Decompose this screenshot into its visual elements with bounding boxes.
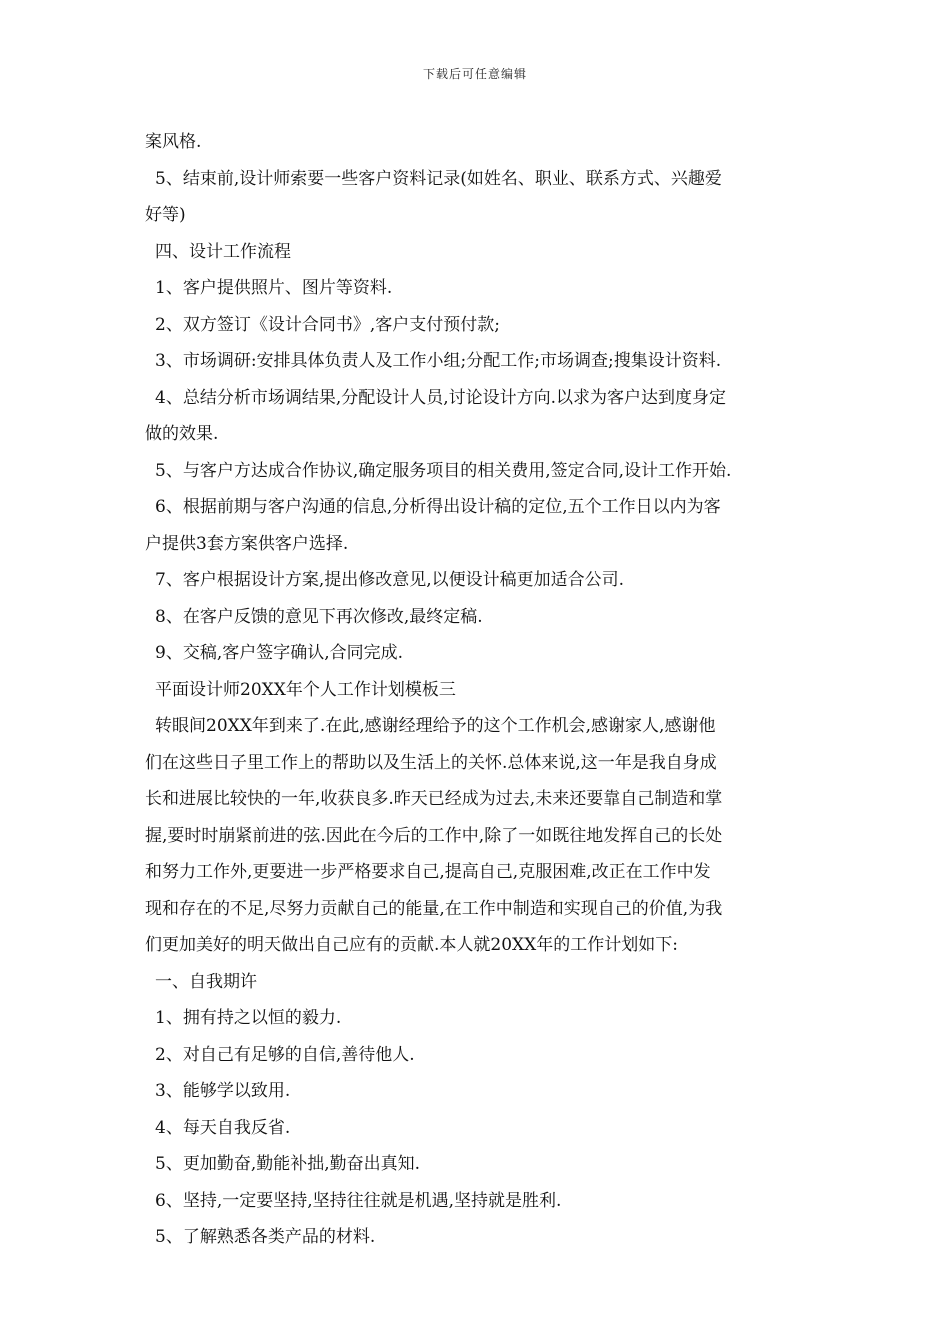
text-line: 3、市场调研:安排具体负责人及工作小组;分配工作;市场调查;搜集设计资料. (155, 351, 722, 371)
text-line: 现和存在的不足,尽努力贡献自己的能量,在工作中制造和实现自己的价值,为我 (145, 898, 723, 919)
text-line: 们更加美好的明天做出自己应有的贡献.本人就20XX年的工作计划如下: (145, 935, 678, 955)
text-line: 案风格. (145, 132, 202, 152)
text-line: 8、在客户反馈的意见下再次修改,最终定稿. (155, 606, 483, 627)
text-line: 1、拥有持之以恒的毅力. (155, 1008, 342, 1028)
text-line: 转眼间20XX年到来了.在此,感谢经理给予的这个工作机会,感谢家人,感谢他 (155, 716, 716, 736)
text-line: 2、对自己有足够的自信,善待他人. (155, 1044, 415, 1065)
text-line: 们在这些日子里工作上的帮助以及生活上的关怀.总体来说,这一年是我自身成 (145, 752, 717, 773)
text-line: 5、更加勤奋,勤能补拙,勤奋出真知. (155, 1154, 421, 1174)
text-line: 长和进展比较快的一年,收获良多.昨天已经成为过去,未来还要靠自己制造和掌 (145, 789, 723, 809)
text-line: 6、根据前期与客户沟通的信息,分析得出设计稿的定位,五个工作日以内为客 (155, 497, 721, 517)
text-line: 7、客户根据设计方案,提出修改意见,以便设计稿更加适合公司. (155, 570, 625, 590)
text-line: 平面设计师20XX年个人工作计划模板三 (155, 679, 456, 700)
text-line: 4、每天自我反省. (155, 1117, 291, 1138)
text-line: 一、自我期许 (155, 971, 257, 992)
text-line: 好等) (145, 205, 186, 225)
page-header: 下载后可任意编辑 (422, 67, 527, 81)
document-body (145, 124, 815, 1256)
text-line: 做的效果. (145, 424, 219, 444)
text-line: 和努力工作外,更要进一步严格要求自己,提高自己,克服困难,改正在工作中发 (145, 862, 711, 882)
text-line: 四、设计工作流程 (155, 241, 291, 262)
text-line: 5、与客户方达成合作协议,确定服务项目的相关费用,签定合同,设计工作开始. (155, 460, 732, 481)
text-line: 4、总结分析市场调结果,分配设计人员,讨论设计方向.以求为客户达到度身定 (155, 387, 727, 408)
text-line: 5、结束前,设计师索要一些客户资料记录(如姓名、职业、联系方式、兴趣爱 (155, 168, 722, 189)
text-line: 2、双方签订《设计合同书》,客户支付预付款; (155, 314, 500, 335)
text-line: 3、能够学以致用. (155, 1081, 291, 1101)
text-line: 握,要时时崩紧前进的弦.因此在今后的工作中,除了一如既往地发挥自己的长处 (145, 825, 723, 846)
text-line: 1、客户提供照片、图片等资料. (155, 278, 393, 298)
text-line: 户提供3套方案供客户选择. (145, 533, 349, 554)
text-line: 5、了解熟悉各类产品的材料. (155, 1227, 376, 1247)
text-line: 9、交稿,客户签字确认,合同完成. (155, 643, 404, 663)
text-line: 6、坚持,一定要坚持,坚持往往就是机遇,坚持就是胜利. (155, 1190, 562, 1211)
